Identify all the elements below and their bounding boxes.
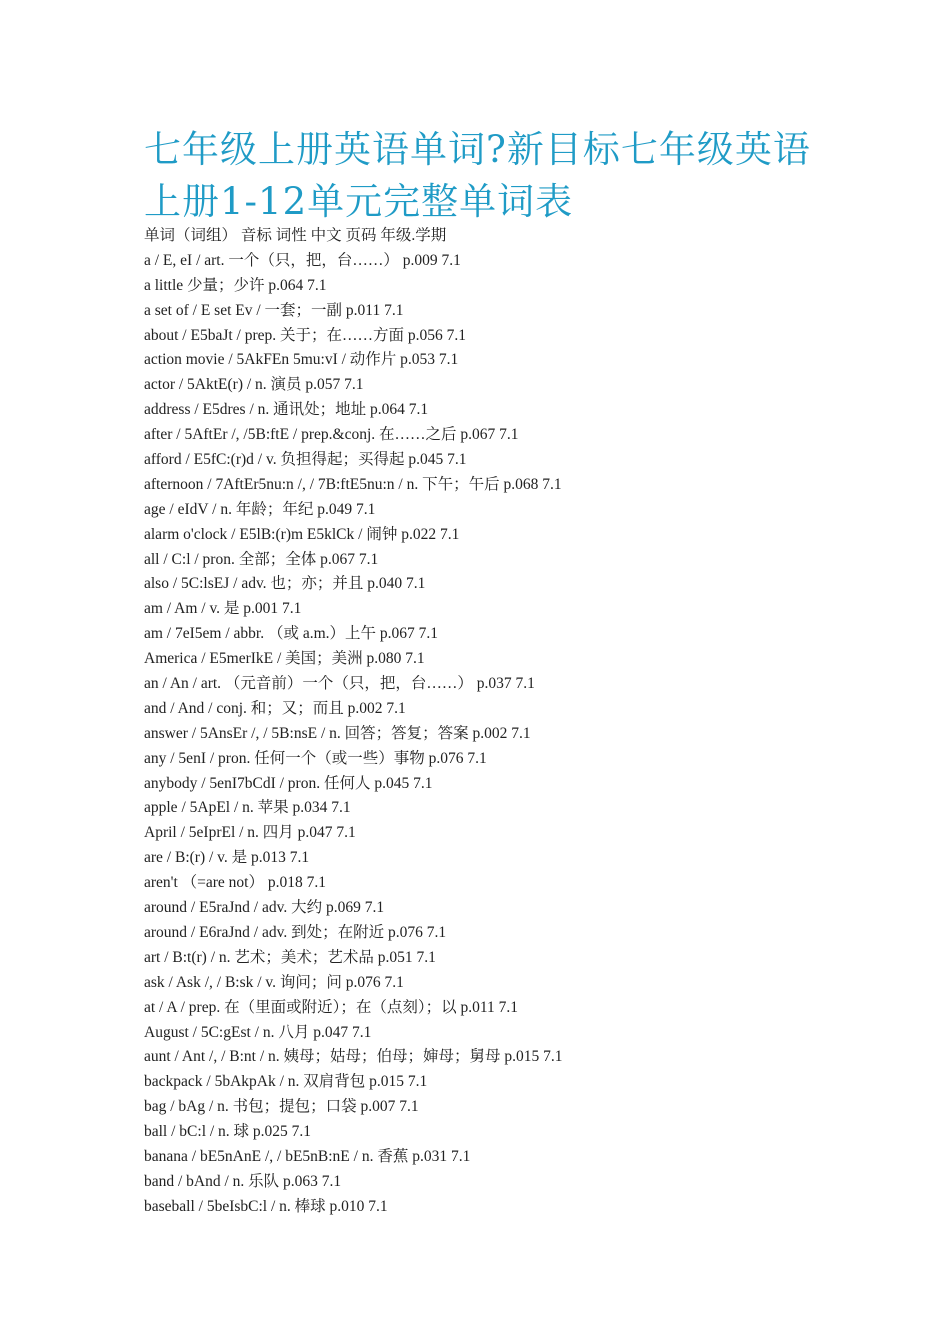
vocab-entry: anybody / 5enI7bCdI / pron. 任何人 p.045 7.1 [144,774,433,792]
vocab-entry: afternoon / 7AftEr5nu:n /, / 7B:ftE5nu:n / n. 下午；午后 p.068 7.1 [144,475,562,493]
vocab-entry: aren't （=are not） p.018 7.1 [144,874,326,892]
vocab-entry: backpack / 5bAkpAk / n. 双肩背包 p.015 7.1 [144,1073,428,1091]
vocab-entry: about / E5baJt / prep. 关于；在……方面 p.056 7.1 [144,326,467,344]
vocab-entry: any / 5enI / pron. 任何一个（或一些）事物 p.076 7.1 [144,749,487,767]
vocab-entry: a set of / E set Ev / 一套；一副 p.011 7.1 [144,301,404,319]
vocab-entry: also / 5C:lsEJ / adv. 也；亦；并且 p.040 7.1 [144,575,426,593]
vocab-entry: are / B:(r) / v. 是 p.013 7.1 [144,849,310,867]
vocab-entry: and / And / conj. 和；又；而且 p.002 7.1 [144,699,406,717]
vocab-entry: America / E5merIkE / 美国；美洲 p.080 7.1 [144,650,425,668]
vocab-entry: am / 7eI5em / abbr. （或 a.m.）上午 p.067 7.1 [144,625,439,643]
vocab-entry: aunt / Ant /, / B:nt / n. 姨母；姑母；伯母；婶母；舅母 p.015 7.1 [144,1048,563,1066]
vocab-entry: ask / Ask /, / B:sk / v. 询问；问 p.076 7.1 [144,973,404,991]
vocab-entry: art / B:t(r) / n. 艺术；美术；艺术品 p.051 7.1 [144,948,436,966]
vocab-entry: age / eIdV / n. 年龄；年纪 p.049 7.1 [144,500,376,518]
vocab-entry: afford / E5fC:(r)d / v. 负担得起；买得起 p.045 7.1 [144,451,467,469]
vocab-entry: baseball / 5beIsbC:l / n. 棒球 p.010 7.1 [144,1197,388,1215]
vocab-entry: banana / bE5nAnE /, / bE5nB:nE / n. 香蕉 p.031 7.1 [144,1147,471,1165]
document-title: 七年级上册英语单词?新目标七年级英语上册1-12单元完整单词表 [144,128,811,223]
vocab-entry: address / E5dres / n. 通讯处；地址 p.064 7.1 [144,401,429,419]
vocab-entry: an / An / art. （元音前）一个（只，把，台……） p.037 7.1 [144,675,535,693]
vocab-entry: answer / 5AnsEr /, / 5B:nsE / n. 回答；答复；答案 p.002 7.1 [144,724,531,742]
vocab-entry: action movie / 5AkFEn 5mu:vI / 动作片 p.053 7.1 [144,351,459,369]
vocab-entry: am / Am / v. 是 p.001 7.1 [144,600,302,618]
vocab-entry: actor / 5AktE(r) / n. 演员 p.057 7.1 [144,376,364,394]
vocab-entry: band / bAnd / n. 乐队 p.063 7.1 [144,1172,342,1190]
vocab-entry: April / 5eIprEl / n. 四月 p.047 7.1 [144,824,356,842]
vocab-entry: apple / 5ApEl / n. 苹果 p.034 7.1 [144,799,351,817]
vocab-entry: all / C:l / pron. 全部；全体 p.067 7.1 [144,550,379,568]
vocab-entry: bag / bAg / n. 书包；提包；口袋 p.007 7.1 [144,1098,419,1116]
vocab-entry: around / E6raJnd / adv. 到处；在附近 p.076 7.1 [144,923,447,941]
vocab-entry: August / 5C:gEst / n. 八月 p.047 7.1 [144,1023,372,1041]
vocab-entry: after / 5AftEr /, /5B:ftE / prep.&conj. 在……之后 p.067 7.1 [144,426,519,444]
vocab-entry: a / E, eI / art. 一个（只，把，台……） p.009 7.1 [144,251,461,269]
vocab-entry: ball / bC:l / n. 球 p.025 7.1 [144,1123,312,1141]
vocab-entry: a little 少量；少许 p.064 7.1 [144,276,327,294]
header-row: 单词（词组） 音标 词性 中文 页码 年级.学期 [144,227,447,244]
vocab-entry: around / E5raJnd / adv. 大约 p.069 7.1 [144,899,385,917]
vocabulary-list [144,224,904,1220]
vocab-entry: at / A / prep. 在（里面或附近）；在（点刻）；以 p.011 7.1 [144,998,518,1016]
vocab-entry: alarm o'clock / E5lB:(r)m E5klCk / 闹钟 p.022 7.1 [144,525,460,543]
